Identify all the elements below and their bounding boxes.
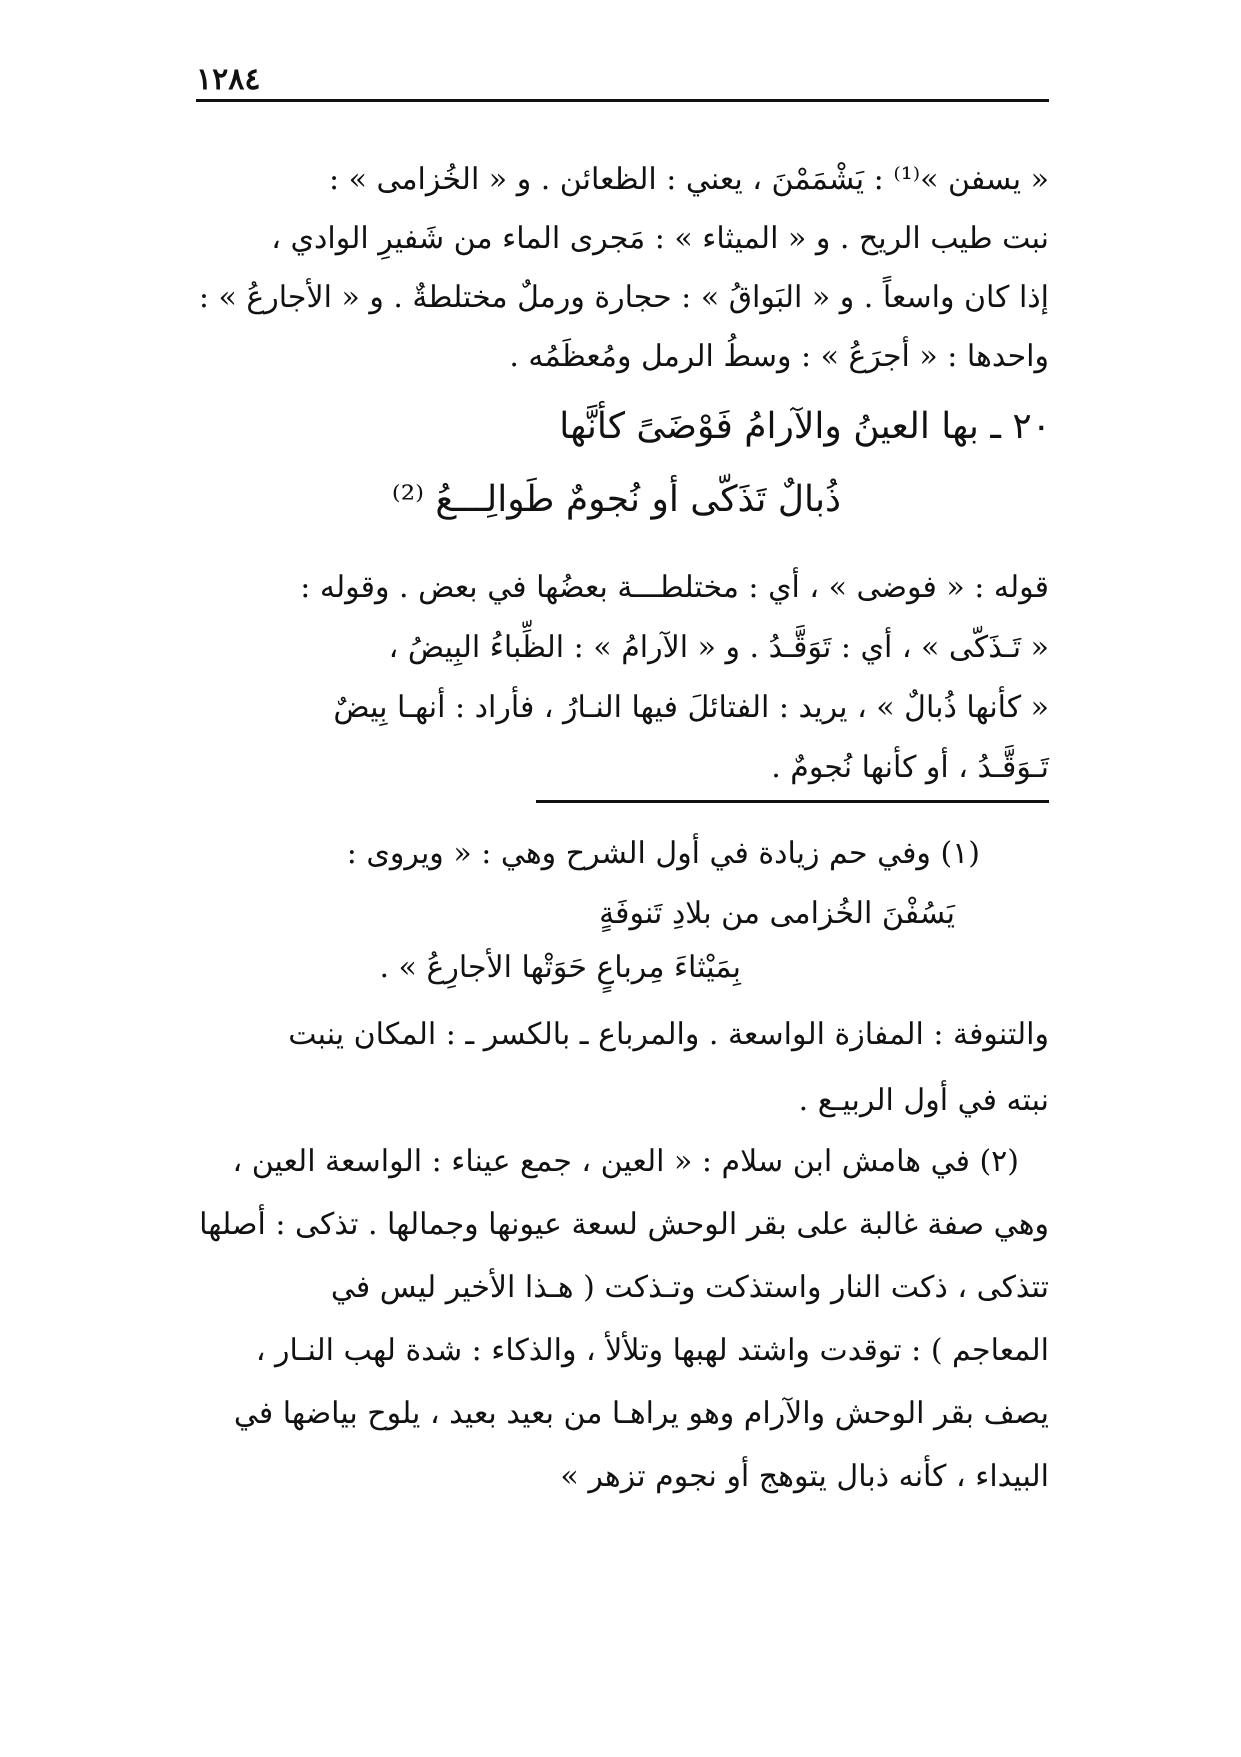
page-number: ١٢٨٤ — [196, 62, 261, 97]
footnote-2-line: تتذكى ، ذكت النار واستذكت وتـذكت ( هـذا الأخير ليس في — [330, 1270, 1049, 1305]
footnote-2 — [196, 1130, 1049, 1508]
verse-second-hemistich: ذُبالٌ تَذَكّى أو نُجومٌ طَوالِـــعُ ⁽²⁾ — [391, 479, 841, 520]
footnote-1-gloss — [196, 1002, 1049, 1134]
footnote-2-line: يصف بقر الوحش والآرام وهو يراهـا من بعيد بعيد ، يلوح بياضها في — [233, 1396, 1049, 1431]
explanation-line: تَـوَقَّـدُ ، أو كأنها نُجومٌ . — [771, 750, 1049, 785]
explanation-line: قوله : « فوضى » ، أي : مختلطـــة بعضُها في بعض . وقوله : — [300, 570, 1049, 605]
commentary-line: « يسفن »⁽¹⁾ : يَشْمَمْنَ ، يعني : الظعائن . و « الخُزامى » : — [328, 162, 1049, 197]
explanation-line: « كأنها ذُبالٌ » ، يريد : الفتائلَ فيها النـارُ ، فأراد : أنهـا بِيضٌ — [333, 690, 1049, 725]
commentary-line: نبت طيب الريح . و « الميثاء » : مَجرى الماء من شَفيرِ الوادي ، — [271, 221, 1049, 256]
footnote-1-verse-line: يَسُفْنَ الخُزامى من بلادِ تَنوفَةٍ — [599, 896, 955, 931]
explanation-line: « تَـذَكّى » ، أي : تَوَقَّـدُ . و « الآرامُ » : الظِّباءُ البِيضُ ، — [388, 630, 1049, 665]
footnote-separator — [536, 800, 1049, 803]
commentary-line: واحدها : « أجرَعُ » : وسطُ الرمل ومُعظَمُه . — [509, 339, 1049, 374]
footnote-1-gloss-line: نبته في أول الربيـع . — [798, 1083, 1049, 1118]
verse-first-hemistich: ٢٠ ـ بها العينُ والآرامُ فَوْضَىً كأنَّها — [559, 406, 1051, 447]
verse-explanation — [196, 558, 1049, 798]
header-rule — [196, 99, 1049, 102]
commentary-block — [196, 150, 1049, 386]
footnote-2-line: وهي صفة غالبة على بقر الوحش لسعة عيونها وجمالها . تذكى : أصلها — [199, 1207, 1049, 1242]
footnote-1-verse-line: بِمَيْثاءَ مِرباعٍ حَوَتْها الأجارِعُ » . — [379, 950, 741, 985]
footnote-1-gloss-line: والتنوفة : المفازة الواسعة . والمرباع ـ بالكسر ـ : المكان ينبت — [288, 1017, 1049, 1052]
footnote-2-line: البيداء ، كأنه ذبال يتوهج أو نجوم تزهر » — [560, 1459, 1049, 1494]
commentary-line: إذا كان واسعاً . و « البَواقُ » : حجارة ورملٌ مختلطةٌ . و « الأجارعُ » : — [198, 280, 1049, 315]
footnote-1-title: (١) وفي حم زيادة في أول الشرح وهي : « ويروى : — [346, 836, 980, 871]
footnote-2-line: (٢) في هامش ابن سلام : « العين ، جمع عيناء : الواسعة العين ، — [232, 1144, 1019, 1179]
footnote-2-line: المعاجم ) : توقدت واشتد لهبها وتلألأ ، والذكاء : شدة لهب النـار ، — [255, 1333, 1049, 1368]
